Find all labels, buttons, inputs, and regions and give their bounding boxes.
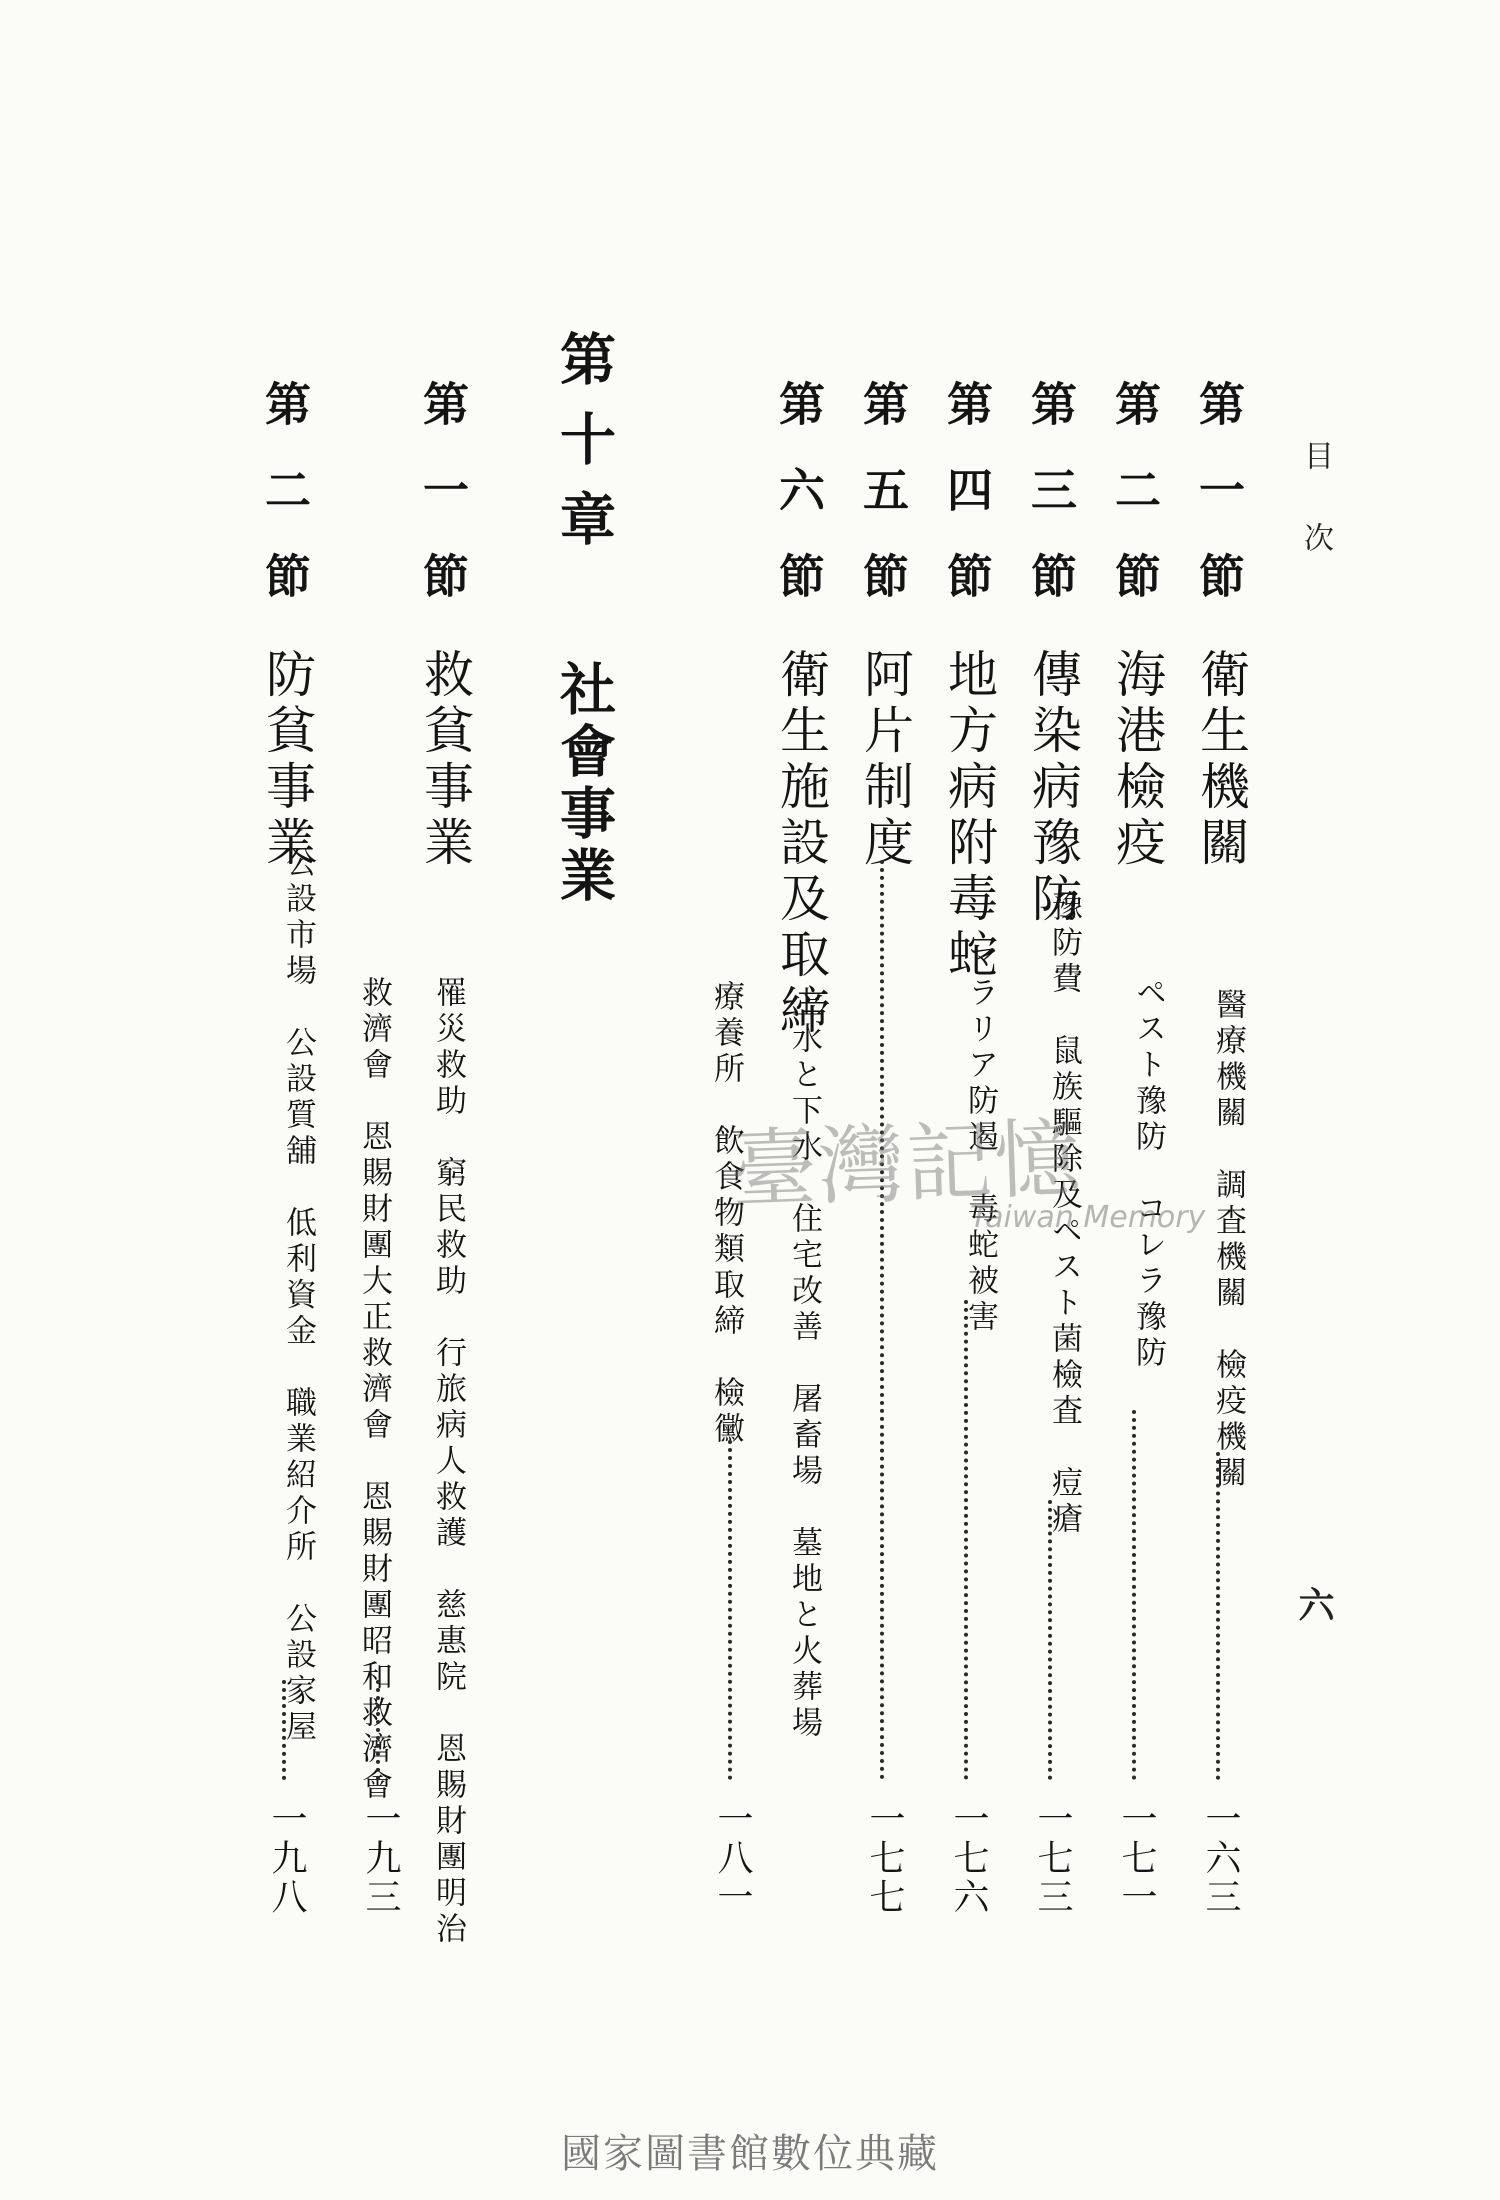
section-label: 第五節 — [856, 380, 910, 638]
section-label: 第六節 — [772, 380, 826, 638]
page-ref: 一七七 — [864, 1800, 905, 1917]
page-ref: 一九八 — [266, 1800, 307, 1917]
section-subtitle-line-2: 救濟會 恩賜財團大正救濟會 恩賜財團昭和救濟會 — [356, 976, 392, 1804]
watermark-logo: 臺灣記憶 — [728, 1108, 1084, 1222]
section-subtitle: 豫防費 鼠族驅除及ペスト菌檢査 痘瘡 — [1046, 890, 1082, 1538]
section-label: 第三節 — [1024, 380, 1078, 638]
section-subtitle: ペスト豫防 コレラ豫防 — [1130, 976, 1166, 1372]
leader-dots — [1132, 1410, 1136, 1780]
header-page-number: 六 — [1293, 1586, 1335, 1622]
chapter-title: 社會事業 — [551, 660, 616, 908]
section-label: 第一節 — [1192, 380, 1246, 638]
section-subtitle-line-1: 罹災救助 窮民救助 行旅病人救護 慈惠院 恩賜財團明治 — [430, 976, 466, 1948]
section-subtitle: マラリア防遏 毒蛇被害 — [962, 940, 998, 1336]
leader-dots — [1216, 1452, 1220, 1780]
section-title: 衛生機關 — [1192, 648, 1250, 872]
leader-dots — [1048, 1500, 1052, 1780]
section-title: 救貧事業 — [416, 648, 474, 872]
section-title: 傳染病豫防 — [1024, 648, 1082, 928]
section-title: 防貧事業 — [258, 648, 316, 872]
toc-entry-chapter-section-2[interactable] — [258, 380, 352, 1917]
section-label: 第一節 — [416, 380, 470, 638]
page-ref: 一六三 — [1200, 1800, 1241, 1917]
chapter-label: 第十章 — [551, 330, 616, 570]
footer-credit: 國家圖書館數位典藏 — [561, 2131, 939, 2177]
section-subtitle-line-1: 上水と下水 住宅改善 屠畜場 墓地と火葬場 — [786, 986, 822, 1742]
toc-entry-section-1[interactable] — [1192, 380, 1286, 1917]
section-title: 地方病附毒蛇 — [940, 648, 998, 984]
leader-dots — [376, 1680, 380, 1780]
section-title: 海港檢疫 — [1108, 648, 1166, 872]
section-subtitle-line-2: 療養所 飲食物類取締 檢黴 — [708, 980, 744, 1448]
section-label: 第二節 — [258, 380, 312, 638]
section-label: 第四節 — [940, 380, 994, 638]
page-ref: 一九三 — [360, 1800, 401, 1917]
leader-dots — [728, 1440, 732, 1780]
toc-entry-section-2[interactable] — [1108, 380, 1202, 1917]
watermark-subtitle: Taiwan Memory — [970, 1200, 1206, 1235]
page-ref: 一七三 — [1032, 1800, 1073, 1917]
section-subtitle: 醫療機關 調査機關 檢疫機關 — [1210, 988, 1246, 1492]
section-title: 阿片制度 — [856, 648, 914, 872]
section-label: 第二節 — [1108, 380, 1162, 638]
page-ref: 一七一 — [1116, 1800, 1157, 1917]
section-title: 衛生施設及取締 — [772, 648, 830, 1040]
section-subtitle: 公設市場 公設質舖 低利資金 職業紹介所 公設家屋 — [280, 846, 316, 1746]
chapter-heading[interactable] — [551, 330, 645, 930]
header-title: 目次 — [1298, 440, 1333, 604]
leader-dots — [282, 1680, 286, 1780]
leader-dots — [964, 1300, 968, 1780]
page-ref: 一七六 — [948, 1800, 989, 1917]
page-ref: 一八一 — [712, 1800, 753, 1917]
toc-entry-chapter-section-1[interactable] — [356, 380, 530, 1948]
